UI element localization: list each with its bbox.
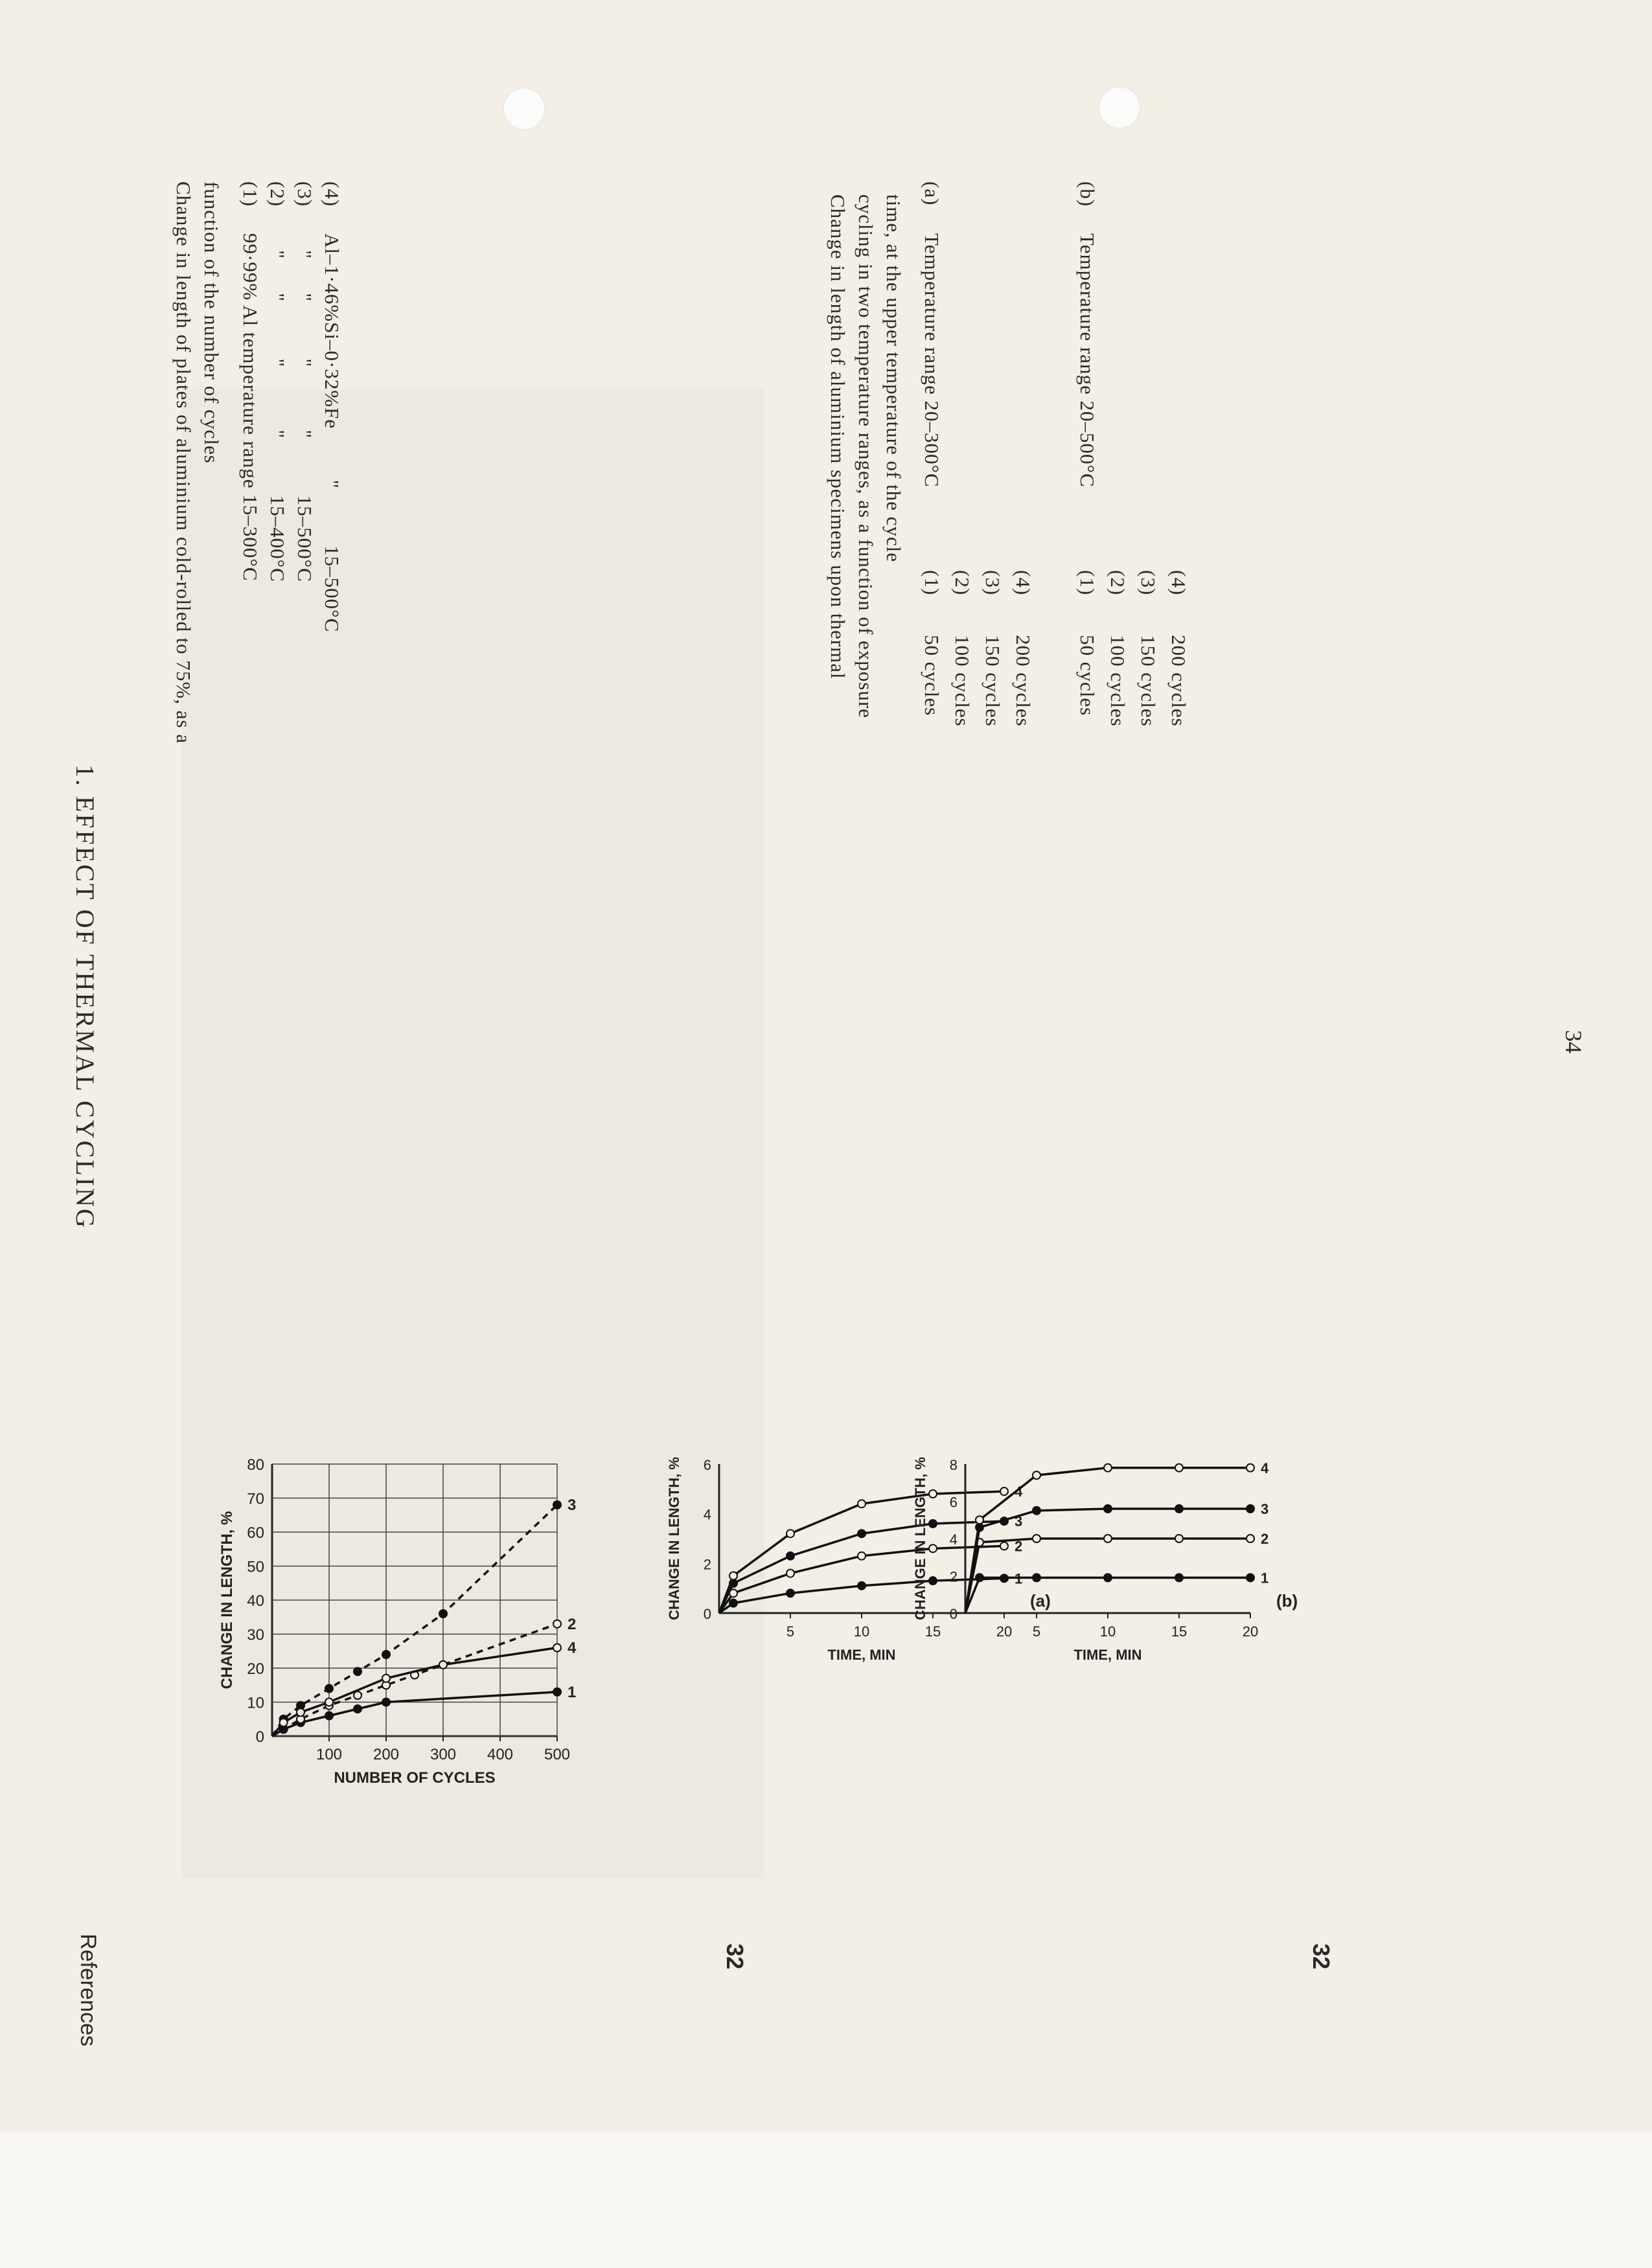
part-a-item-text: 150 cycles	[981, 635, 1004, 727]
data-point	[786, 1552, 794, 1560]
x-tick-label: 20	[996, 1623, 1013, 1640]
x-tick-label: 200	[373, 1746, 400, 1763]
part-b-item-num: (2)	[1107, 570, 1129, 596]
data-point	[382, 1651, 390, 1658]
data-point	[382, 1675, 390, 1682]
y-tick-label: 6	[949, 1494, 958, 1511]
x-tick-label: 5	[1032, 1623, 1041, 1640]
x-axis-label: TIME, MIN	[1073, 1647, 1142, 1663]
y-axis-label: CHANGE IN LENGTH, %	[666, 1457, 682, 1620]
part-b-item-num: (4)	[1167, 570, 1190, 596]
data-point	[1246, 1574, 1254, 1581]
figure2-caption-line: time, at the upper temperature of the cycle	[882, 194, 905, 563]
data-point	[553, 1620, 561, 1628]
references-heading: References	[76, 1934, 100, 2046]
data-point	[354, 1667, 361, 1675]
figure1-item-text: " " " " 15–500°C	[293, 233, 316, 582]
part-b-item-text: 50 cycles	[1076, 635, 1099, 716]
x-tick-label: 10	[853, 1623, 870, 1640]
data-point	[439, 1661, 447, 1669]
data-point	[729, 1599, 737, 1607]
y-tick-label: 8	[949, 1457, 958, 1473]
part-a-item-num: (1)	[921, 570, 943, 596]
series-label: 4	[1015, 1483, 1023, 1500]
series-label: 1	[568, 1683, 577, 1701]
y-tick-label: 40	[247, 1592, 264, 1610]
x-tick-label: 300	[430, 1746, 457, 1763]
y-tick-label: 4	[703, 1506, 711, 1523]
part-a-item-text: 100 cycles	[951, 635, 974, 727]
data-point	[976, 1516, 983, 1524]
page-title: 1. EFFECT OF THERMAL CYCLING	[71, 764, 100, 1230]
part-b-item-text: 200 cycles	[1167, 635, 1190, 727]
part-a-item-num: (3)	[981, 570, 1004, 596]
data-point	[858, 1552, 866, 1560]
figure1-caption-line: function of the number of cycles	[200, 181, 223, 464]
x-tick-label: 20	[1242, 1623, 1259, 1640]
y-tick-label: 80	[247, 1456, 264, 1474]
data-point	[1175, 1535, 1183, 1542]
series-label: 2	[1261, 1531, 1269, 1547]
figure2-caption-line: cycling in two temperature ranges, as a function of exposure	[855, 194, 877, 718]
figure1-item-num: (2)	[266, 181, 289, 207]
data-point	[1175, 1505, 1183, 1513]
data-point	[786, 1589, 794, 1597]
y-axis-label: CHANGE IN LENGTH, %	[218, 1511, 236, 1690]
figure1-ref-number: 32	[722, 1943, 748, 1970]
data-point	[1175, 1574, 1183, 1581]
series-label: 3	[568, 1496, 577, 1514]
x-tick-label: 15	[924, 1623, 941, 1640]
part-a-item-text: 200 cycles	[1012, 635, 1035, 727]
data-point	[354, 1691, 361, 1699]
x-axis-label: TIME, MIN	[827, 1647, 896, 1663]
part-b-item-num: (3)	[1137, 570, 1160, 596]
data-point	[1033, 1535, 1040, 1542]
data-point	[1246, 1535, 1254, 1542]
y-tick-label: 6	[703, 1457, 711, 1473]
series-line	[272, 1648, 557, 1737]
data-point	[858, 1529, 866, 1537]
data-point	[325, 1685, 333, 1693]
data-point	[858, 1582, 866, 1590]
y-tick-label: 60	[247, 1524, 264, 1542]
chart-time-b	[901, 1419, 1302, 1691]
series-line	[272, 1692, 557, 1736]
data-point	[354, 1705, 361, 1713]
figure1-item-text: 99·99% Al temperature range 15–300°C	[239, 233, 262, 582]
data-point	[1175, 1464, 1183, 1472]
data-point	[1104, 1535, 1112, 1542]
data-point	[1104, 1464, 1112, 1472]
data-point	[786, 1529, 794, 1537]
figure1-item-num: (4)	[321, 181, 343, 207]
y-tick-label: 30	[247, 1626, 264, 1644]
y-tick-label: 0	[949, 1606, 958, 1622]
part-b-range: Temperature range 20–500°C	[1076, 233, 1099, 488]
x-tick-label: 5	[786, 1623, 795, 1640]
data-point	[280, 1719, 288, 1726]
series-label: 4	[568, 1639, 577, 1657]
panel-label: (b)	[1276, 1591, 1298, 1610]
figure1-item-text: Al–1·46%Si–0·32%Fe " 15–500°C	[321, 233, 343, 633]
x-tick-label: 500	[544, 1746, 571, 1763]
data-point	[1246, 1505, 1254, 1513]
figure1-caption-line: Change in length of plates of aluminium cold-rolled to 75%, as a	[172, 181, 195, 744]
series-label: 4	[1261, 1460, 1269, 1476]
part-a-label: (a)	[921, 181, 943, 206]
series-line	[965, 1577, 1250, 1613]
data-point	[1104, 1574, 1112, 1581]
figure2-ref-number: 32	[1308, 1943, 1335, 1970]
data-point	[1246, 1464, 1254, 1472]
data-point	[858, 1500, 866, 1507]
data-point	[786, 1570, 794, 1577]
y-tick-label: 0	[255, 1728, 264, 1746]
data-point	[325, 1699, 333, 1706]
part-a-item-num: (2)	[951, 570, 974, 596]
y-tick-label: 4	[949, 1531, 958, 1548]
x-axis-label: NUMBER OF CYCLES	[334, 1769, 496, 1787]
data-point	[1104, 1505, 1112, 1513]
chart-cycles	[201, 1406, 615, 1820]
figure1-item-text: " " " " 15–400°C	[266, 233, 289, 582]
y-tick-label: 2	[949, 1568, 958, 1585]
panel-label: (a)	[1030, 1591, 1051, 1610]
x-tick-label: 10	[1099, 1623, 1116, 1640]
data-point	[553, 1644, 561, 1652]
y-tick-label: 20	[247, 1660, 264, 1678]
series-label: 3	[1015, 1513, 1023, 1530]
series-label: 2	[1015, 1538, 1023, 1555]
data-point	[297, 1708, 304, 1716]
figure1-item-num: (1)	[239, 181, 262, 207]
part-b-item-num: (1)	[1076, 570, 1099, 596]
data-point	[1033, 1507, 1040, 1515]
x-tick-label: 15	[1171, 1623, 1187, 1640]
chart-plot-group	[218, 1456, 577, 1787]
y-tick-label: 2	[703, 1556, 711, 1573]
y-tick-label: 50	[247, 1558, 264, 1576]
y-axis-label: CHANGE IN LENGTH, %	[912, 1457, 928, 1620]
scan-margin	[0, 2131, 1652, 2268]
x-tick-label: 100	[315, 1746, 343, 1763]
y-tick-label: 10	[247, 1694, 264, 1712]
series-label: 3	[1261, 1501, 1269, 1517]
page-number: 34	[1561, 1030, 1587, 1053]
x-tick-label: 400	[487, 1746, 514, 1763]
data-point	[553, 1688, 561, 1696]
figure1-item-num: (3)	[293, 181, 316, 207]
series-label: 2	[568, 1615, 577, 1633]
part-a-item-num: (4)	[1012, 570, 1035, 596]
data-point	[382, 1699, 390, 1706]
data-point	[976, 1574, 983, 1581]
part-a-item-text: 50 cycles	[921, 635, 943, 716]
y-tick-label: 0	[703, 1606, 711, 1622]
data-point	[325, 1712, 333, 1720]
part-b-item-text: 100 cycles	[1107, 635, 1129, 727]
data-point	[1033, 1471, 1040, 1479]
data-point	[729, 1572, 737, 1580]
series-label: 1	[1261, 1570, 1269, 1586]
series-label: 1	[1015, 1570, 1023, 1587]
part-a-range: Temperature range 20–300°C	[921, 233, 943, 488]
part-b-item-text: 150 cycles	[1137, 635, 1160, 727]
chart-plot-group	[912, 1457, 1298, 1663]
y-tick-label: 70	[247, 1490, 264, 1508]
part-b-label: (b)	[1076, 181, 1099, 207]
data-point	[439, 1610, 447, 1618]
data-point	[1033, 1574, 1040, 1581]
series-line	[965, 1509, 1250, 1613]
figure2-caption-line: Change in length of aluminium specimens upon thermal	[827, 194, 849, 680]
data-point	[553, 1501, 561, 1509]
